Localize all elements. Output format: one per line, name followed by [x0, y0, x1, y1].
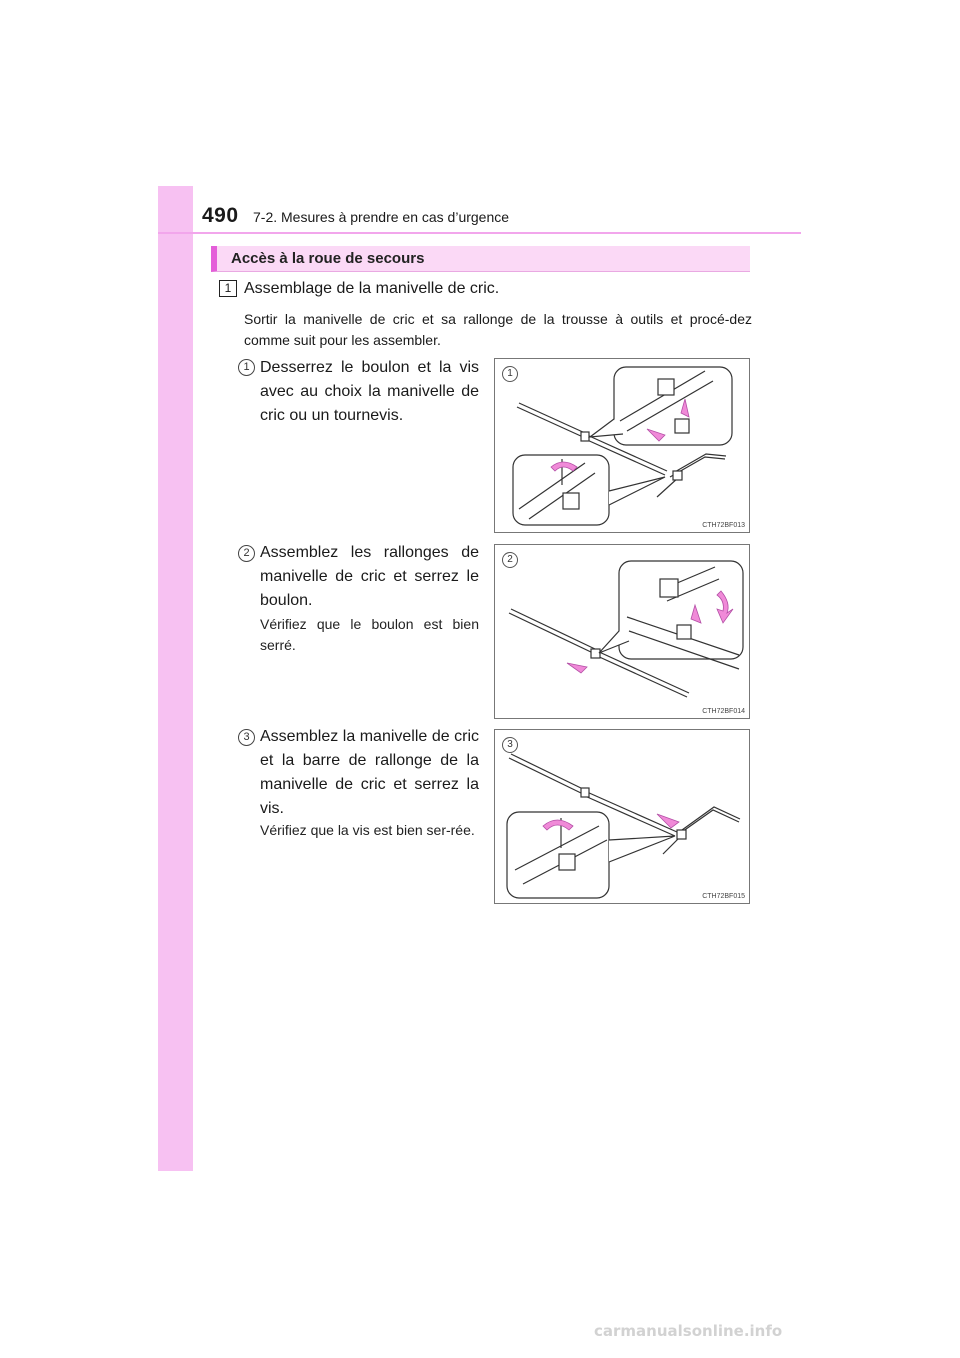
substep-note-3: Vérifiez que la vis est bien ser-rée.	[260, 822, 475, 838]
figure-2-code: CTH72BF014	[702, 708, 745, 715]
substep-number-3: 3	[238, 729, 255, 746]
figure-1-code: CTH72BF013	[702, 522, 745, 529]
figure-3-illustration	[495, 730, 751, 905]
figure-1	[494, 358, 750, 533]
figure-3	[494, 729, 750, 904]
chapter-title: 7-2. Mesures à prendre en cas d’urgence	[253, 209, 510, 225]
figure-3-number: 3	[502, 737, 518, 753]
footer-watermark: carmanualsonline.info	[594, 1322, 783, 1340]
figure-1-number: 1	[502, 366, 518, 382]
figure-3-code: CTH72BF015	[702, 893, 745, 900]
section-title: Accès à la roue de secours	[231, 250, 425, 267]
substep-number-2: 2	[238, 545, 255, 562]
figure-1-illustration	[495, 359, 751, 534]
figure-2	[494, 544, 750, 719]
figure-2-illustration	[495, 545, 751, 720]
header-rule	[158, 232, 801, 234]
substep-note-2: Vérifiez que le boulon est bien serré.	[260, 616, 479, 653]
substep-text-2: Assemblez les rallonges de manivelle de cric et serrez le boulon.	[260, 544, 479, 609]
figure-2-number: 2	[502, 552, 518, 568]
step-title: Assemblage de la manivelle de cric.	[244, 280, 500, 297]
step-number: 1	[219, 280, 237, 297]
side-tab	[158, 186, 193, 1171]
section-header	[211, 246, 750, 272]
substep-text-3: Assemblez la manivelle de cric et la barre de rallonge de la manivelle de cric et serrez la vis.	[260, 728, 479, 817]
substep-text-1: Desserrez le boulon et la vis avec au choix la manivelle de cric ou un tournevis.	[260, 359, 479, 424]
page-number: 490	[202, 204, 239, 227]
step-intro: Sortir la manivelle de cric et sa rallonge de la trousse à outils et procé-dez comme suit pour les assembler.	[244, 311, 752, 348]
substep-number-1: 1	[238, 359, 255, 376]
